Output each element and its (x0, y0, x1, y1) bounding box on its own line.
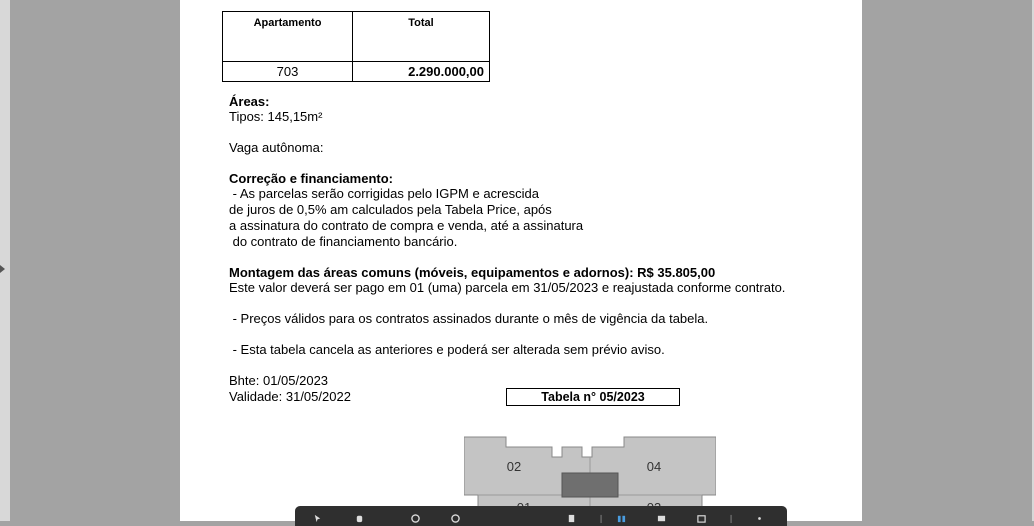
zoom-out-icon[interactable] (411, 514, 420, 523)
correcao-line-1: - As parcelas serão corrigidas pelo IGPM e acrescida (229, 186, 539, 201)
correcao-line-4: do contrato de financiamento bancário. (229, 234, 458, 249)
price-table (222, 11, 490, 82)
viewer-toolbar (295, 506, 787, 526)
split-view-icon[interactable] (617, 514, 626, 523)
table-header-row (223, 12, 490, 62)
divider-icon-2 (727, 514, 736, 523)
expand-sidebar-icon[interactable] (0, 265, 5, 273)
document-page (180, 0, 862, 521)
cell-apartamento: 703 (223, 62, 353, 82)
bhte-date: Bhte: 01/05/2023 (229, 373, 329, 388)
vaga-autonoma: Vaga autônoma: (229, 140, 324, 155)
tabela-number-box: Tabela n° 05/2023 (506, 388, 680, 406)
more-options-icon[interactable] (755, 514, 764, 523)
pointer-icon[interactable] (313, 514, 322, 523)
note-precos: - Preços válidos para os contratos assinados durante o mês de vigência da tabela. (229, 311, 709, 326)
comment-icon[interactable] (657, 514, 666, 523)
areas-tipos: Tipos: 145,15m² (229, 109, 323, 124)
floorplan-label-02: 02 (506, 459, 522, 474)
correcao-line-3: a assinatura do contrato de compra e venda, até a assinatura (229, 218, 584, 233)
hand-icon[interactable] (355, 514, 364, 523)
areas-heading: Áreas: (229, 94, 270, 109)
divider-icon (597, 514, 606, 523)
table-icon[interactable] (697, 514, 706, 523)
correcao-line-2: de juros de 0,5% am calculados pela Tabela Price, após (229, 202, 552, 217)
zoom-in-icon[interactable] (451, 514, 460, 523)
left-panel-strip (0, 0, 10, 521)
correcao-heading: Correção e financiamento: (229, 171, 393, 186)
montagem-text: Este valor deverá ser pago em 01 (uma) parcela em 31/05/2023 e reajustada conforme contrato. (229, 280, 786, 295)
cell-total: 2.290.000,00 (353, 62, 490, 82)
page-icon[interactable] (567, 514, 576, 523)
header-apartamento: Apartamento (223, 12, 353, 62)
table-row (223, 62, 490, 82)
floorplan-label-04: 04 (646, 459, 662, 474)
validade-date: Validade: 31/05/2022 (229, 389, 351, 404)
header-total: Total (353, 12, 490, 62)
montagem-heading: Montagem das áreas comuns (móveis, equipamentos e adornos): R$ 35.805,00 (229, 265, 716, 280)
note-cancela: - Esta tabela cancela as anteriores e poderá ser alterada sem prévio aviso. (229, 342, 665, 357)
